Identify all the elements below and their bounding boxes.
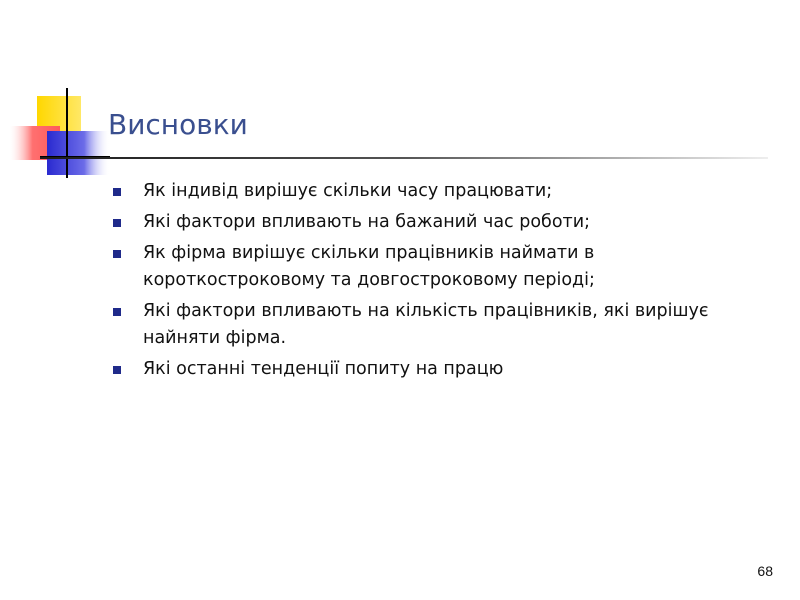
bullet-list <box>113 178 773 387</box>
list-item <box>113 298 773 352</box>
list-item <box>113 356 773 383</box>
slide-title: Висновки <box>108 108 248 141</box>
bullet-text: Які фактори впливають на кількість працівників, які вирішує найняти фірма. <box>143 301 709 348</box>
bullet-square-icon <box>113 308 121 316</box>
bullet-text: Які останні тенденції попиту на працю <box>143 359 504 379</box>
bullet-square-icon <box>113 188 121 196</box>
bullet-text: Як індивід вирішує скільки часу працювати; <box>143 181 553 201</box>
bullet-square-icon <box>113 219 121 227</box>
bullet-text: Як фірма вирішує скільки працівників наймати в короткостроковому та довгостроковому періоді; <box>143 243 595 290</box>
bullet-text: Які фактори впливають на бажаний час роботи; <box>143 212 591 232</box>
list-item <box>113 178 773 205</box>
title-divider <box>40 157 768 159</box>
bullet-square-icon <box>113 366 121 374</box>
bullet-square-icon <box>113 250 121 258</box>
list-item <box>113 240 773 294</box>
list-item <box>113 209 773 236</box>
page-number: 68 <box>757 563 773 579</box>
